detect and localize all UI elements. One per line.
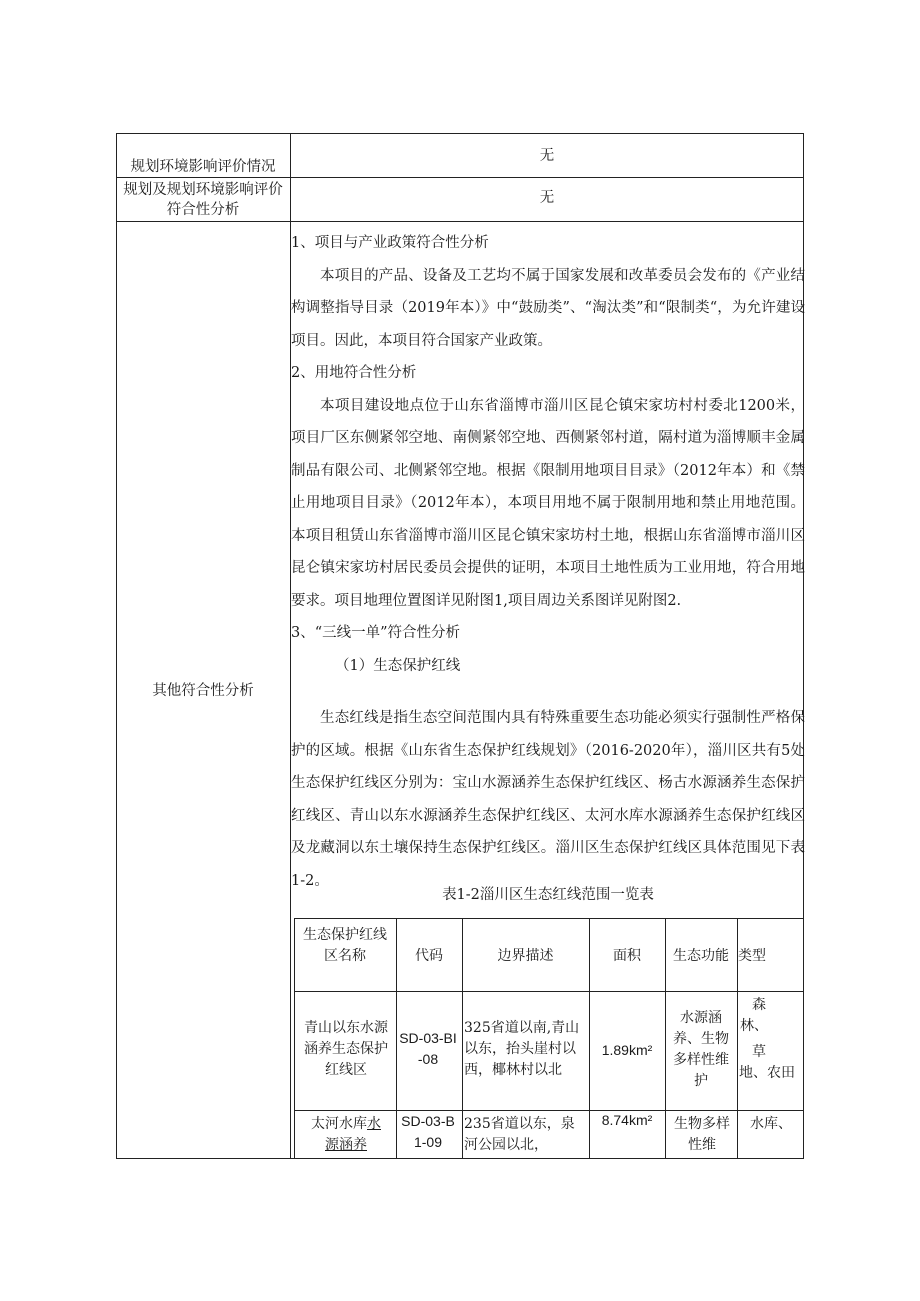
header-function: 生态功能 [673,948,729,964]
header-area: 面积 [613,948,641,964]
plan-conformity-value: 无 [539,190,555,206]
section1-title: 1、项目与产业政策符合性分析 [291,235,489,251]
row1-type-2: 林、 [740,1018,768,1034]
other-analysis-label: 其他符合性分析 [152,683,254,699]
row2-zone-name [298,1114,394,1156]
outer-row2-border [116,221,804,222]
section2-title: 2、用地符合性分析 [291,365,417,381]
row2-zone-name-part3: 源涵养 [325,1137,367,1153]
plan-conformity-label-line1: 规划及规划环境影响评价 [123,182,283,198]
section1-paragraph: 本项目的产品、设备及工艺均不属于国家发展和改革委员会发布的《产业结构调整指导目录（2019年本）》中“鼓励类”、“淘汰类”和“限制类“，为允许建设项目。因此，本项目符合国家产业政策。 [291,267,805,349]
row1-boundary: 325省道以南,青山以东，抬头崖村以西，椰林村以北 [464,1020,580,1078]
row2-type: 水库、 [750,1116,792,1132]
outer-left-border [116,133,117,1159]
row2-code: SD-03-B1-09 [401,1113,455,1150]
row2-function: 生物多样性维 [674,1116,730,1153]
outer-bottom-border [116,1158,804,1159]
row1-type-1: 森 [752,997,766,1013]
row1-code: SD-03-BI-08 [399,1030,457,1067]
plan-eia-value: 无 [539,148,555,164]
section3-title: 3、“三线一单”符合性分析 [291,625,461,641]
row2-zone-name-part1: 太河水库 [311,1116,367,1132]
inner-col2 [462,918,463,1158]
section3-subtitle: （1）生态保护红线 [335,657,461,674]
row2-zone-name-part2: 水 [367,1116,381,1132]
header-zone-name: 生态保护红线区名称 [303,927,387,964]
row2-area: 8.74km² [601,1112,653,1128]
outer-top-border [116,133,804,134]
outer-row1-border [116,177,804,178]
plan-eia-label: 规划环境影响评价情况 [130,159,276,175]
inner-col0 [294,918,295,1158]
inner-col4 [665,918,666,1158]
table-caption: 表1-2淄川区生态红线范围一览表 [442,887,654,903]
row1-type-3: 草 [752,1044,766,1060]
plan-conformity-label-line2: 符合性分析 [166,202,240,218]
inner-col3 [589,918,590,1158]
section2-paragraph: 本项目建设地点位于山东省淄博市淄川区昆仑镇宋家坊村村委北1200米，项目厂区东侧紧邻空地、南侧紧邻空地、西侧紧邻村道，隔村道为淄博顺丰金属制品有限公司、北侧紧邻空地。根据《限制用地项目目录》（2012年本）和《禁止用地项目目录》（2012年本），本项目用地不属于限制用地和禁止用地范围。本项目租赁山东省淄博市淄川区昆仑镇宋家坊村土地，根据山东省淄博市淄川区昆仑镇宋家坊村居民委员会提供的证明，本项目土地性质为工业用地，符合用地要求。项目地理位置图详见附图1,项目周边关系图详见附图2. [291,397,805,609]
row1-area: 1.89km² [601,1042,653,1058]
header-type: 类型 [738,948,766,964]
content-block [291,227,805,897]
inner-col1 [396,918,397,1158]
inner-top-border [294,918,803,919]
header-code: 代码 [415,948,443,964]
row2-boundary: 235省道以东，泉河公园以北， [464,1116,575,1153]
header-boundary: 边界描述 [497,948,554,964]
row1-zone-name: 青山以东水源涵养生态保护红线区 [304,1020,388,1078]
row1-function: 水源涵养、生物多样性维护 [673,1010,729,1089]
row1-type-4: 地、农田 [739,1065,795,1081]
inner-row1-border [294,1110,803,1111]
section3-paragraph: 生态红线是指生态空间范围内具有特殊重要生态功能必须实行强制性严格保护的区域。根据《山东省生态保护红线规划》（2016-2020年），淄川区共有5处生态保护红线区分别为：宝山水源涵养生态保护红线区、杨古水源涵养生态保护红线区、青山以东水源涵养生态保护红线区、太河水库水源涵养生态保护红线区及龙藏洞以东土壤保持生态保护红线区。淄川区生态保护红线区具体范围见下表1-2。 [291,710,805,889]
inner-header-border [294,991,803,992]
